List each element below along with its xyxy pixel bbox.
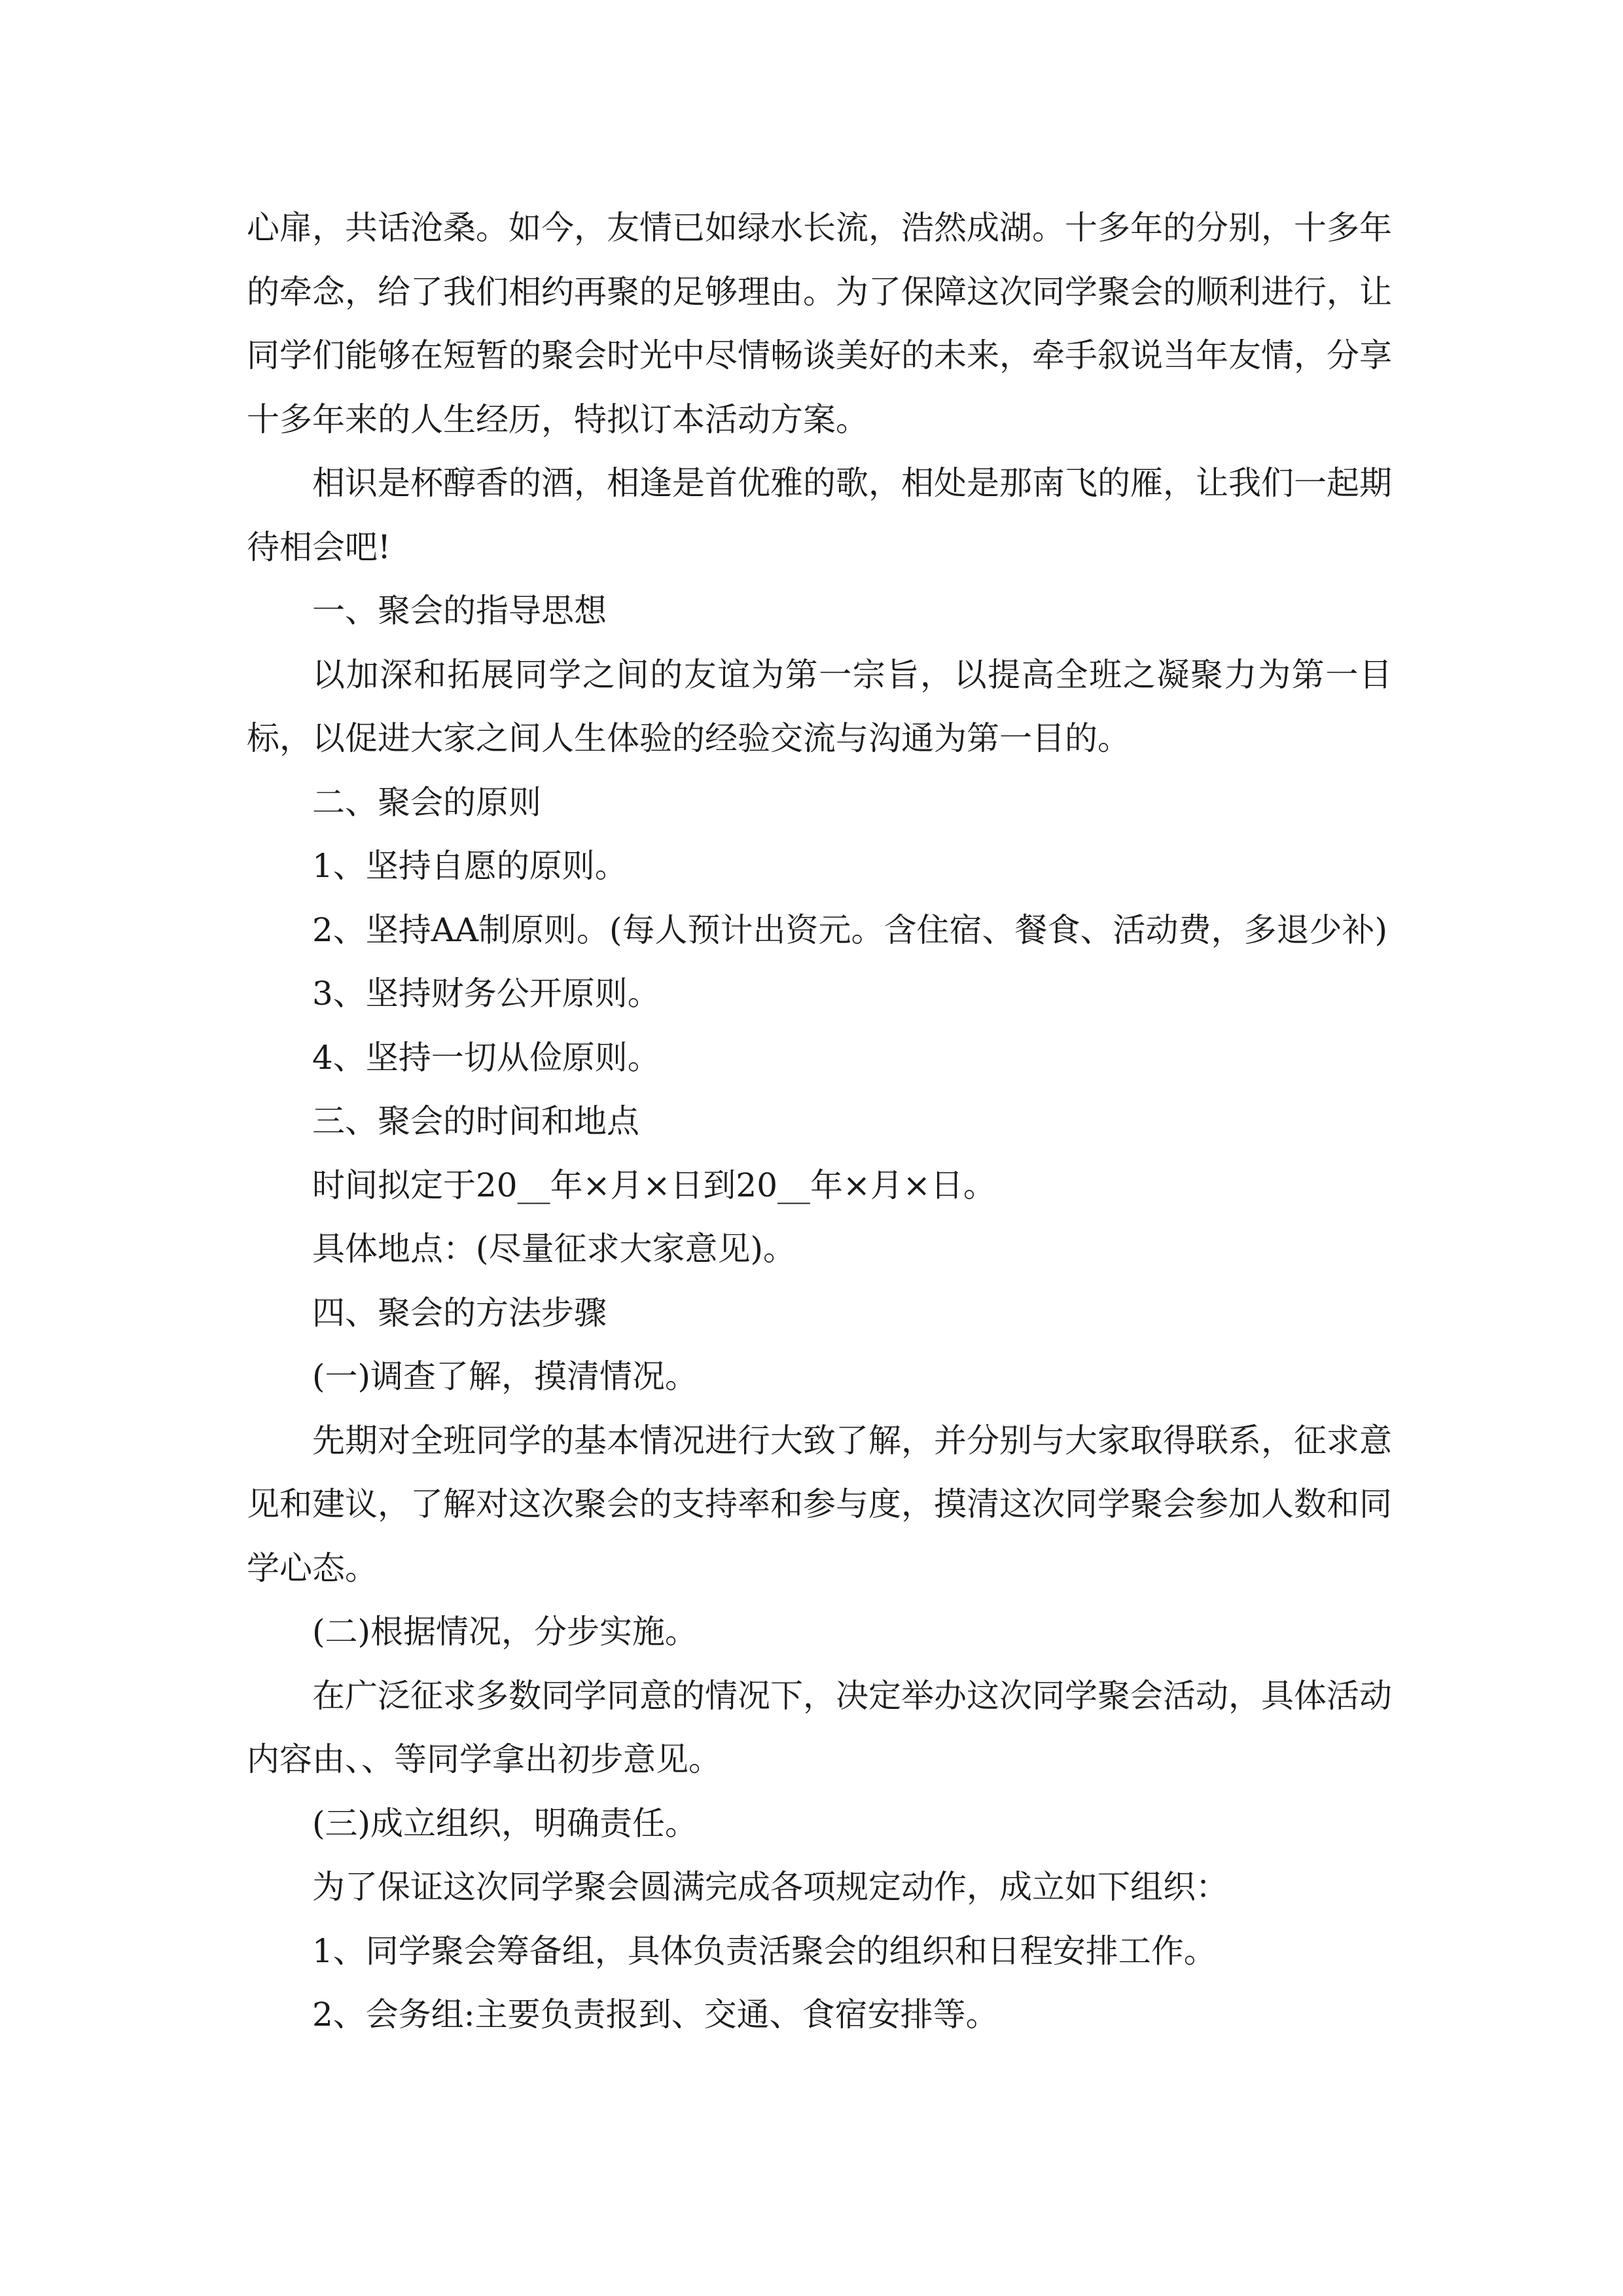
section-heading-methods: 四、聚会的方法步骤 bbox=[312, 1293, 607, 1332]
section-heading-guiding-thought: 一、聚会的指导思想 bbox=[312, 592, 607, 630]
paragraph-intro-continued: 心扉，共话沧桑。如今，友情已如绿水长流，浩然成湖。十多年的分别，十多年的牵念，给了我们相约再聚的足够理由。为了保障这次同学聚会的顺利进行，让同学们能够在短暂的聚会时光中尽情畅谈美好的未来，牵手叙说当年友情，分享十多年来的人生经历，特拟订本活动方案。 bbox=[247, 209, 1392, 439]
section-heading-time-place: 三、聚会的时间和地点 bbox=[312, 1102, 639, 1140]
list-item-organization-1: 1、同学聚会筹备组，具体负责活聚会的组织和日程安排工作。 bbox=[312, 1931, 1217, 1970]
paragraph-organization: 为了保证这次同学聚会圆满完成各项规定动作，成立如下组织： bbox=[312, 1868, 1228, 1906]
paragraph-implementation: 在广泛征求多数同学同意的情况下，决定举办这次同学聚会活动，具体活动内容由、、等同学拿出初步意见。 bbox=[247, 1676, 1392, 1778]
paragraph-investigation: 先期对全班同学的基本情况进行大致了解，并分别与大家取得联系，征求意见和建议，了解对这次聚会的支持率和参与度，摸清这次同学聚会参加人数和同学心态。 bbox=[247, 1421, 1392, 1587]
paragraph-guiding-thought: 以加深和拓展同学之间的友谊为第一宗旨，以提高全班之凝聚力为第一目标，以促进大家之间人生体验的经验交流与沟通为第一目的。 bbox=[247, 655, 1392, 757]
list-item-organization-2: 2、会务组:主要负责报到、交通、食宿安排等。 bbox=[312, 1996, 999, 2034]
paragraph-time: 时间拟定于20__年×月×日到20__年×月×日。 bbox=[312, 1166, 996, 1204]
list-item-principle-1: 1、坚持自愿的原则。 bbox=[312, 847, 628, 885]
subsection-heading-investigation: (一)调查了解，摸清情况。 bbox=[312, 1357, 698, 1395]
list-item-principle-3: 3、坚持财务公开原则。 bbox=[312, 975, 660, 1013]
list-item-principle-2: 2、坚持AA制原则。(每人预计出资元。含住宿、餐食、活动费，多退少补) bbox=[312, 910, 1388, 949]
paragraph-place: 具体地点：(尽量征求大家意见)。 bbox=[312, 1230, 796, 1268]
subsection-heading-implementation: (二)根据情况，分步实施。 bbox=[312, 1613, 698, 1651]
section-heading-principles: 二、聚会的原则 bbox=[312, 783, 541, 821]
document-body bbox=[247, 196, 1392, 2047]
subsection-heading-organization: (三)成立组织，明确责任。 bbox=[312, 1804, 698, 1842]
paragraph-greeting: 相识是杯醇香的酒，相逢是首优雅的歌，相处是那南飞的雁，让我们一起期待相会吧! bbox=[247, 464, 1392, 566]
list-item-principle-4: 4、坚持一切从俭原则。 bbox=[312, 1038, 660, 1077]
